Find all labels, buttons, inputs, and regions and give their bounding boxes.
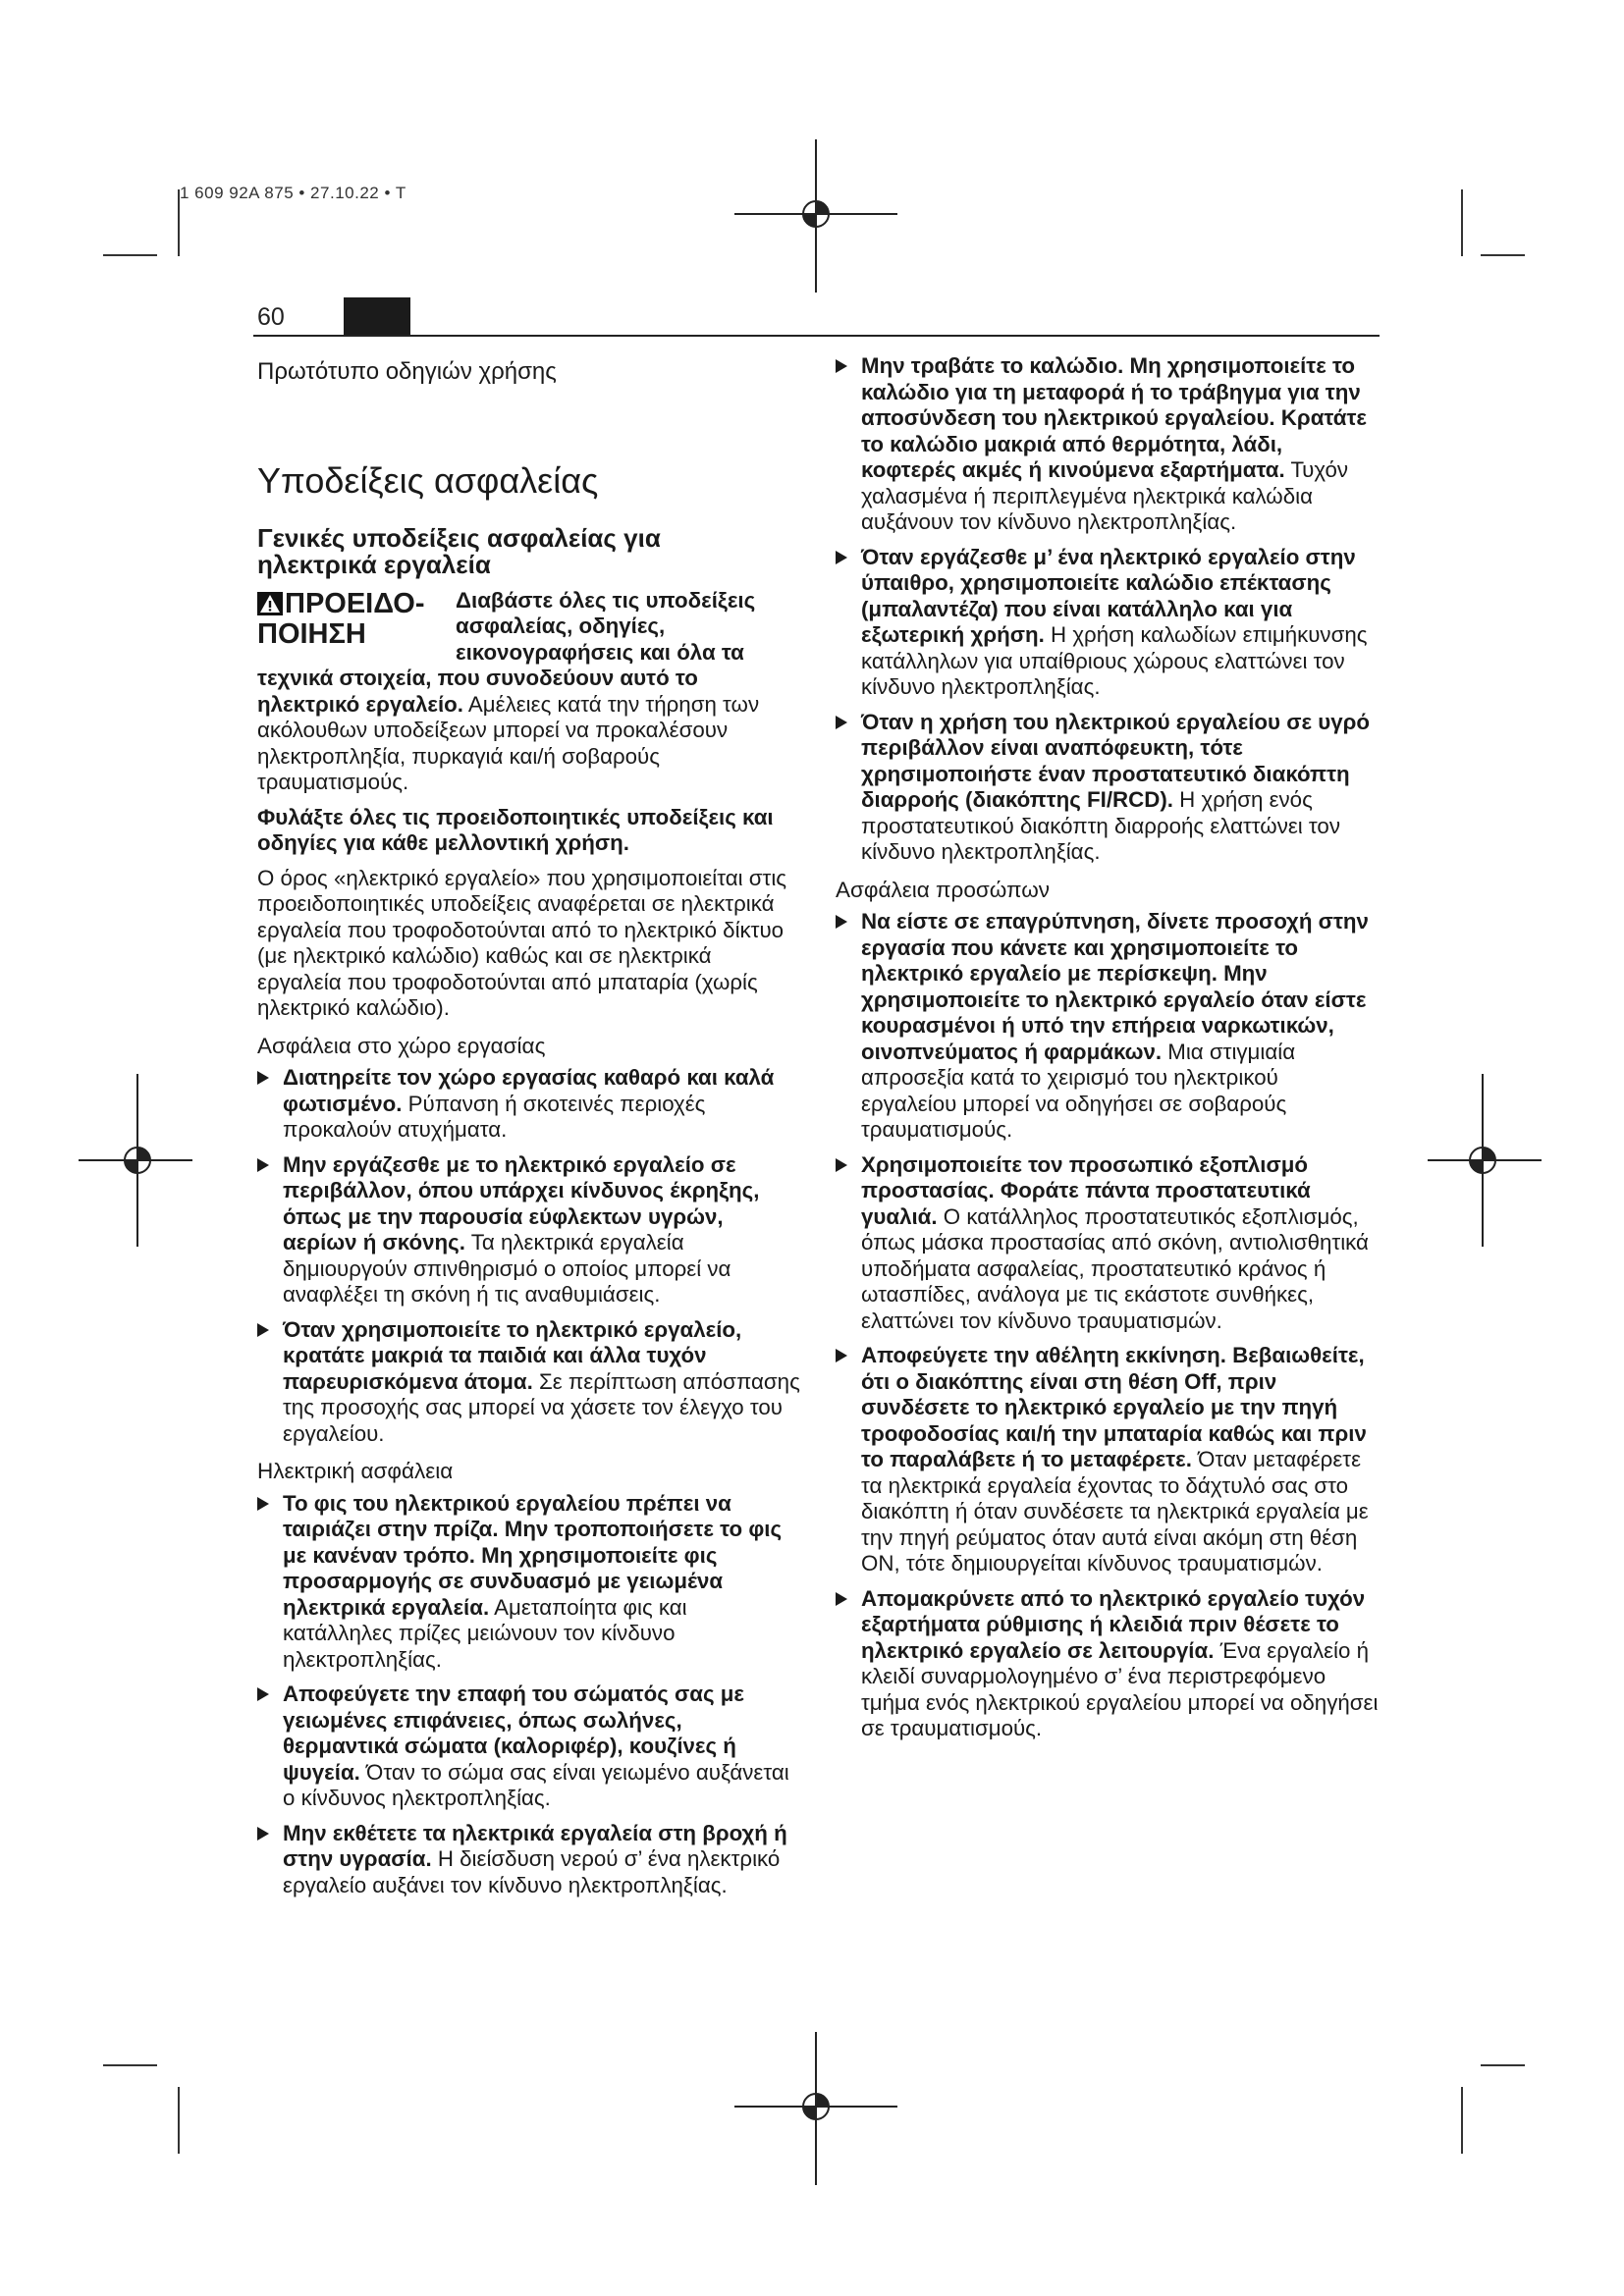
- list-item: [836, 1586, 1380, 1742]
- electrical-list-cont: [836, 353, 1380, 866]
- warning-label: [257, 588, 456, 650]
- item-bold: Όταν η χρήση του ηλεκτρικού εργαλείου σε υγρό περιβάλλον είναι αναπόφευκτη, τότε χρησιμοποιήστε έναν προστατευτικό διακόπτη διαρροής (διακόπτης FI/RCD).: [861, 709, 1371, 812]
- bullet-arrow-icon: [257, 1071, 269, 1085]
- bullet-arrow-icon: [257, 1497, 269, 1511]
- item-bold: Να είστε σε επαγρύπνηση, δίνετε προσοχή στην εργασία που κάνετε και χρησιμοποιείτε το ηλεκτρικό εργαλείο με περίσκεψη. Μην χρησιμοποιείτε το ηλεκτρικό εργαλείο όταν είστε κουρασμένοι ή υπό την επήρεια ναρκωτικών, οινοπνεύματος ή φαρμάκων.: [861, 909, 1369, 1064]
- main-heading: Υποδείξεις ασφαλείας: [257, 459, 599, 501]
- list-item: [836, 353, 1380, 536]
- item-bold: Αποφεύγετε την επαφή του σώματός σας με γειωμένες επιφάνειες, όπως σωλήνες, θερμαντικά σώματα (καλοριφέρ), κουζίνες ή ψυγεία.: [283, 1682, 744, 1785]
- item-bold: Όταν χρησιμοποιείτε το ηλεκτρικό εργαλείο, κρατάτε μακριά τα παιδιά και άλλα τυχόν παρευρισκόμενα άτομα.: [283, 1316, 742, 1394]
- personal-list: [836, 909, 1380, 1742]
- crop-mark: [1461, 2087, 1463, 2154]
- list-item: [257, 1682, 801, 1812]
- item-text: Αμεταποίητα φις και κατάλληλες πρίζες μειώνουν τον κίνδυνο ηλεκτροπληξίας.: [283, 1594, 687, 1672]
- item-bold: Απομακρύνετε από το ηλεκτρικό εργαλείο τυχόν εξαρτήματα ρύθμισης ή κλειδιά πριν θέσετε το ηλεκτρικό εργαλείο σε λειτουργία.: [861, 1585, 1366, 1663]
- item-text: Η χρήση ενός προστατευτικού διακόπτη διαρροής ελαττώνει τον κίνδυνο ηλεκτροπληξίας.: [861, 787, 1340, 864]
- bullet-arrow-icon: [257, 1323, 269, 1337]
- bullet-arrow-icon: [836, 1592, 847, 1606]
- list-item: [836, 545, 1380, 701]
- right-column: [836, 353, 1380, 1751]
- warning-bold-text: τεχνικά στοιχεία, που συνοδεύουν αυτό το ηλεκτρικό εργαλείο.: [257, 666, 698, 717]
- warning-label-text: ΠΟΙΗΣΗ: [257, 617, 366, 650]
- list-item: [257, 1821, 801, 1899]
- warning-triangle-icon: [257, 592, 283, 615]
- section-heading-workplace: Ασφάλεια στο χώρο εργασίας: [257, 1033, 546, 1058]
- list-item: [257, 1152, 801, 1308]
- crop-mark: [103, 254, 157, 256]
- crop-mark: [103, 2064, 157, 2066]
- list-item: [836, 1152, 1380, 1335]
- doc-title: Πρωτότυπο οδηγιών χρήσης: [257, 358, 557, 385]
- registration-mark-left: [77, 1072, 194, 1249]
- list-item: [257, 1065, 801, 1144]
- bullet-arrow-icon: [257, 1158, 269, 1172]
- list-item: [836, 909, 1380, 1144]
- warning-intro: Διαβάστε όλες τις υποδείξεις ασφαλείας, οδηγίες, εικονογραφήσεις και όλα τα: [456, 587, 756, 665]
- list-item: [257, 1317, 801, 1448]
- item-text: Ρύπανση ή σκοτεινές περιοχές προκαλούν ατυχήματα.: [283, 1091, 706, 1142]
- warning-label-text: ΠΡΟΕΙΔΟ-: [285, 587, 425, 619]
- registration-mark-right: [1426, 1072, 1543, 1249]
- bullet-arrow-icon: [836, 551, 847, 564]
- list-item: [836, 1343, 1380, 1577]
- item-text: Τυχόν χαλασμένα ή περιπλεγμένα ηλεκτρικά καλώδια αυξάνουν τον κίνδυνο ηλεκτροπληξίας.: [861, 457, 1349, 534]
- sub-heading: [257, 522, 801, 579]
- bullet-arrow-icon: [836, 915, 847, 929]
- page-tab-block: [344, 297, 410, 335]
- bullet-arrow-icon: [257, 1687, 269, 1701]
- keep-instructions: Φυλάξτε όλες τις προειδοποιητικές υποδείξεις και οδηγίες για κάθε μελλοντική χρήση.: [257, 804, 774, 855]
- item-bold: Διατηρείτε τον χώρο εργασίας καθαρό και καλά φωτισμένο.: [283, 1065, 775, 1116]
- item-text: Όταν το σώμα σας είναι γειωμένο αυξάνεται ο κίνδυνος ηλεκτροπληξίας.: [283, 1759, 789, 1810]
- warning-paragraph: [257, 666, 801, 796]
- workplace-list: [257, 1065, 801, 1447]
- sub-heading-line: ηλεκτρικά εργαλεία: [257, 549, 491, 579]
- registration-mark-top: [732, 137, 899, 294]
- crop-mark: [1461, 189, 1463, 256]
- item-bold: Χρησιμοποιείτε τον προσωπικό εξοπλισμό προστασίας. Φοράτε πάντα προστατευτικά γυαλιά.: [861, 1151, 1311, 1229]
- item-bold: Μην εκθέτετε τα ηλεκτρικά εργαλεία στη βροχή ή στην υγρασία.: [283, 1820, 787, 1871]
- bullet-arrow-icon: [836, 1158, 847, 1172]
- item-text: Μια στιγμιαία απροσεξία κατά το χειρισμό του ηλεκτρικού εργαλείου μπορεί να οδηγήσει σε σοβαρούς τραυματισμούς.: [861, 1039, 1296, 1142]
- item-text: Η χρήση καλωδίων επιμήκυνσης κατάλληλων για υπαίθριους χώρους ελαττώνει τον κίνδυνο ηλεκτροπληξίας.: [861, 622, 1368, 699]
- item-bold: Μην τραβάτε το καλώδιο. Μη χρησιμοποιείτε το καλώδιο για τη μεταφορά ή το τράβηγμα για την αποσύνδεση του ηλεκτρικού εργαλείου. Κρατάτε το καλώδιο μακριά από θερμότητα, λάδι, κοφτερές ακμές ή κινούμενα εξαρτήματα.: [861, 353, 1367, 482]
- item-text: Ένα εργαλείο ή κλειδί συναρμολογημένο σ’ ένα περιστρεφόμενο τμήμα ενός ηλεκτρικού εργαλείου μπορεί να οδηγήσει σε τραυματισμούς.: [861, 1637, 1379, 1740]
- bullet-arrow-icon: [836, 716, 847, 729]
- crop-mark: [178, 2087, 180, 2154]
- crop-mark: [1481, 254, 1525, 256]
- list-item: [836, 710, 1380, 866]
- item-text: Σε περίπτωση απόσπασης της προσοχής σας μπορεί να χάσετε τον έλεγχο του εργαλείου.: [283, 1368, 800, 1446]
- item-text: Ο κατάλληλος προστατευτικός εξοπλισμός, όπως μάσκα προστασίας από σκόνη, αντιολισθητικά υποδήματα ασφαλείας, προστατευτικό κράνος ή ωτασπίδες, ανάλογα με τις εκάστοτε συνθήκες, ελαττώνει τον κίνδυνο τραυματισμών.: [861, 1203, 1369, 1333]
- definition-paragraph: Ο όρος «ηλεκτρικό εργαλείο» που χρησιμοποιείται στις προειδοποιητικές υποδείξεις αναφέρεται σε ηλεκτρικά εργαλεία που τροφοδοτούνται από το ηλεκτρικό δίκτυο (με ηλεκτρικό καλώδιο) καθώς και σε ηλεκτρικά εργαλεία που τροφοδοτούνται από μπαταρία (χωρίς ηλεκτρικό καλώδιο).: [257, 865, 787, 1020]
- registration-mark-bottom: [732, 2030, 899, 2187]
- page-number: 60: [257, 303, 285, 331]
- sub-heading-line: Γενικές υποδείξεις ασφαλείας για: [257, 522, 661, 553]
- warning-block: [257, 588, 801, 667]
- left-column: [257, 353, 801, 1907]
- warning-text: Αμέλειες κατά την τήρηση των ακόλουθων υποδείξεων μπορεί να προκαλέσουν ηλεκτροπληξία, πυρκαγιά και/ή σοβαρούς τραυματισμούς.: [257, 691, 760, 794]
- item-bold: Αποφεύγετε την αθέλητη εκκίνηση. Βεβαιωθείτε, ότι ο διακόπτης είναι στη θέση Off, πριν συνδέσετε το ηλεκτρικό εργαλείο με την πηγή τροφοδοσίας και/ή την μπαταρία καθώς και πριν το παραλάβετε ή το μεταφέρετε.: [861, 1343, 1367, 1471]
- bullet-arrow-icon: [836, 1349, 847, 1362]
- item-text: Η διείσδυση νερού σ’ ένα ηλεκτρικό εργαλείο αυξάνει τον κίνδυνο ηλεκτροπληξίας.: [283, 1846, 781, 1897]
- crop-mark: [1481, 2064, 1525, 2066]
- bullet-arrow-icon: [836, 359, 847, 373]
- electrical-list: [257, 1491, 801, 1899]
- list-item: [257, 1491, 801, 1674]
- section-heading-personal: Ασφάλεια προσώπων: [836, 877, 1051, 902]
- section-heading-electrical: Ηλεκτρική ασφάλεια: [257, 1459, 454, 1483]
- item-bold: Όταν εργάζεσθε μ’ ένα ηλεκτρικό εργαλείο στην ύπαιθρο, χρησιμοποιείτε καλώδιο επέκτασης (μπαλαντέζα) που είναι κατάλληλο και για εξωτερική χρήση.: [861, 544, 1356, 647]
- print-meta: 1 609 92A 875 • 27.10.22 • T: [180, 184, 406, 202]
- header-rule: [253, 335, 1380, 337]
- bullet-arrow-icon: [257, 1827, 269, 1841]
- item-text: Τα ηλεκτρικά εργαλεία δημιουργούν σπινθηρισμό ο οποίος μπορεί να αναφλέξει τη σκόνη ή τις αναθυμιάσεις.: [283, 1230, 731, 1307]
- item-bold: Μην εργάζεσθε με το ηλεκτρικό εργαλείο σε περιβάλλον, όπου υπάρχει κίνδυνος έκρηξης, όπως με την παρουσία εύφλεκτων υγρών, αερίων ή σκόνης.: [283, 1151, 760, 1255]
- item-bold: Το φις του ηλεκτρικού εργαλείου πρέπει να ταιριάζει στην πρίζα. Μην τροποποιήσετε το φις με κανέναν τρόπο. Μη χρησιμοποιείτε φις προσαρμογής σε συνδυασμό με γειωμένα ηλεκτρικά εργαλεία.: [283, 1490, 783, 1620]
- item-text: Όταν μεταφέρετε τα ηλεκτρικά εργαλεία έχοντας το δάχτυλό σας στο διακόπτη ή όταν συνδέσετε τα ηλεκτρικά εργαλεία με την πηγή ρεύματος όταν αυτά είναι ακόμη στη θέση ON, τότε δημιουργείται κίνδυνος τραυματισμών.: [861, 1447, 1369, 1575]
